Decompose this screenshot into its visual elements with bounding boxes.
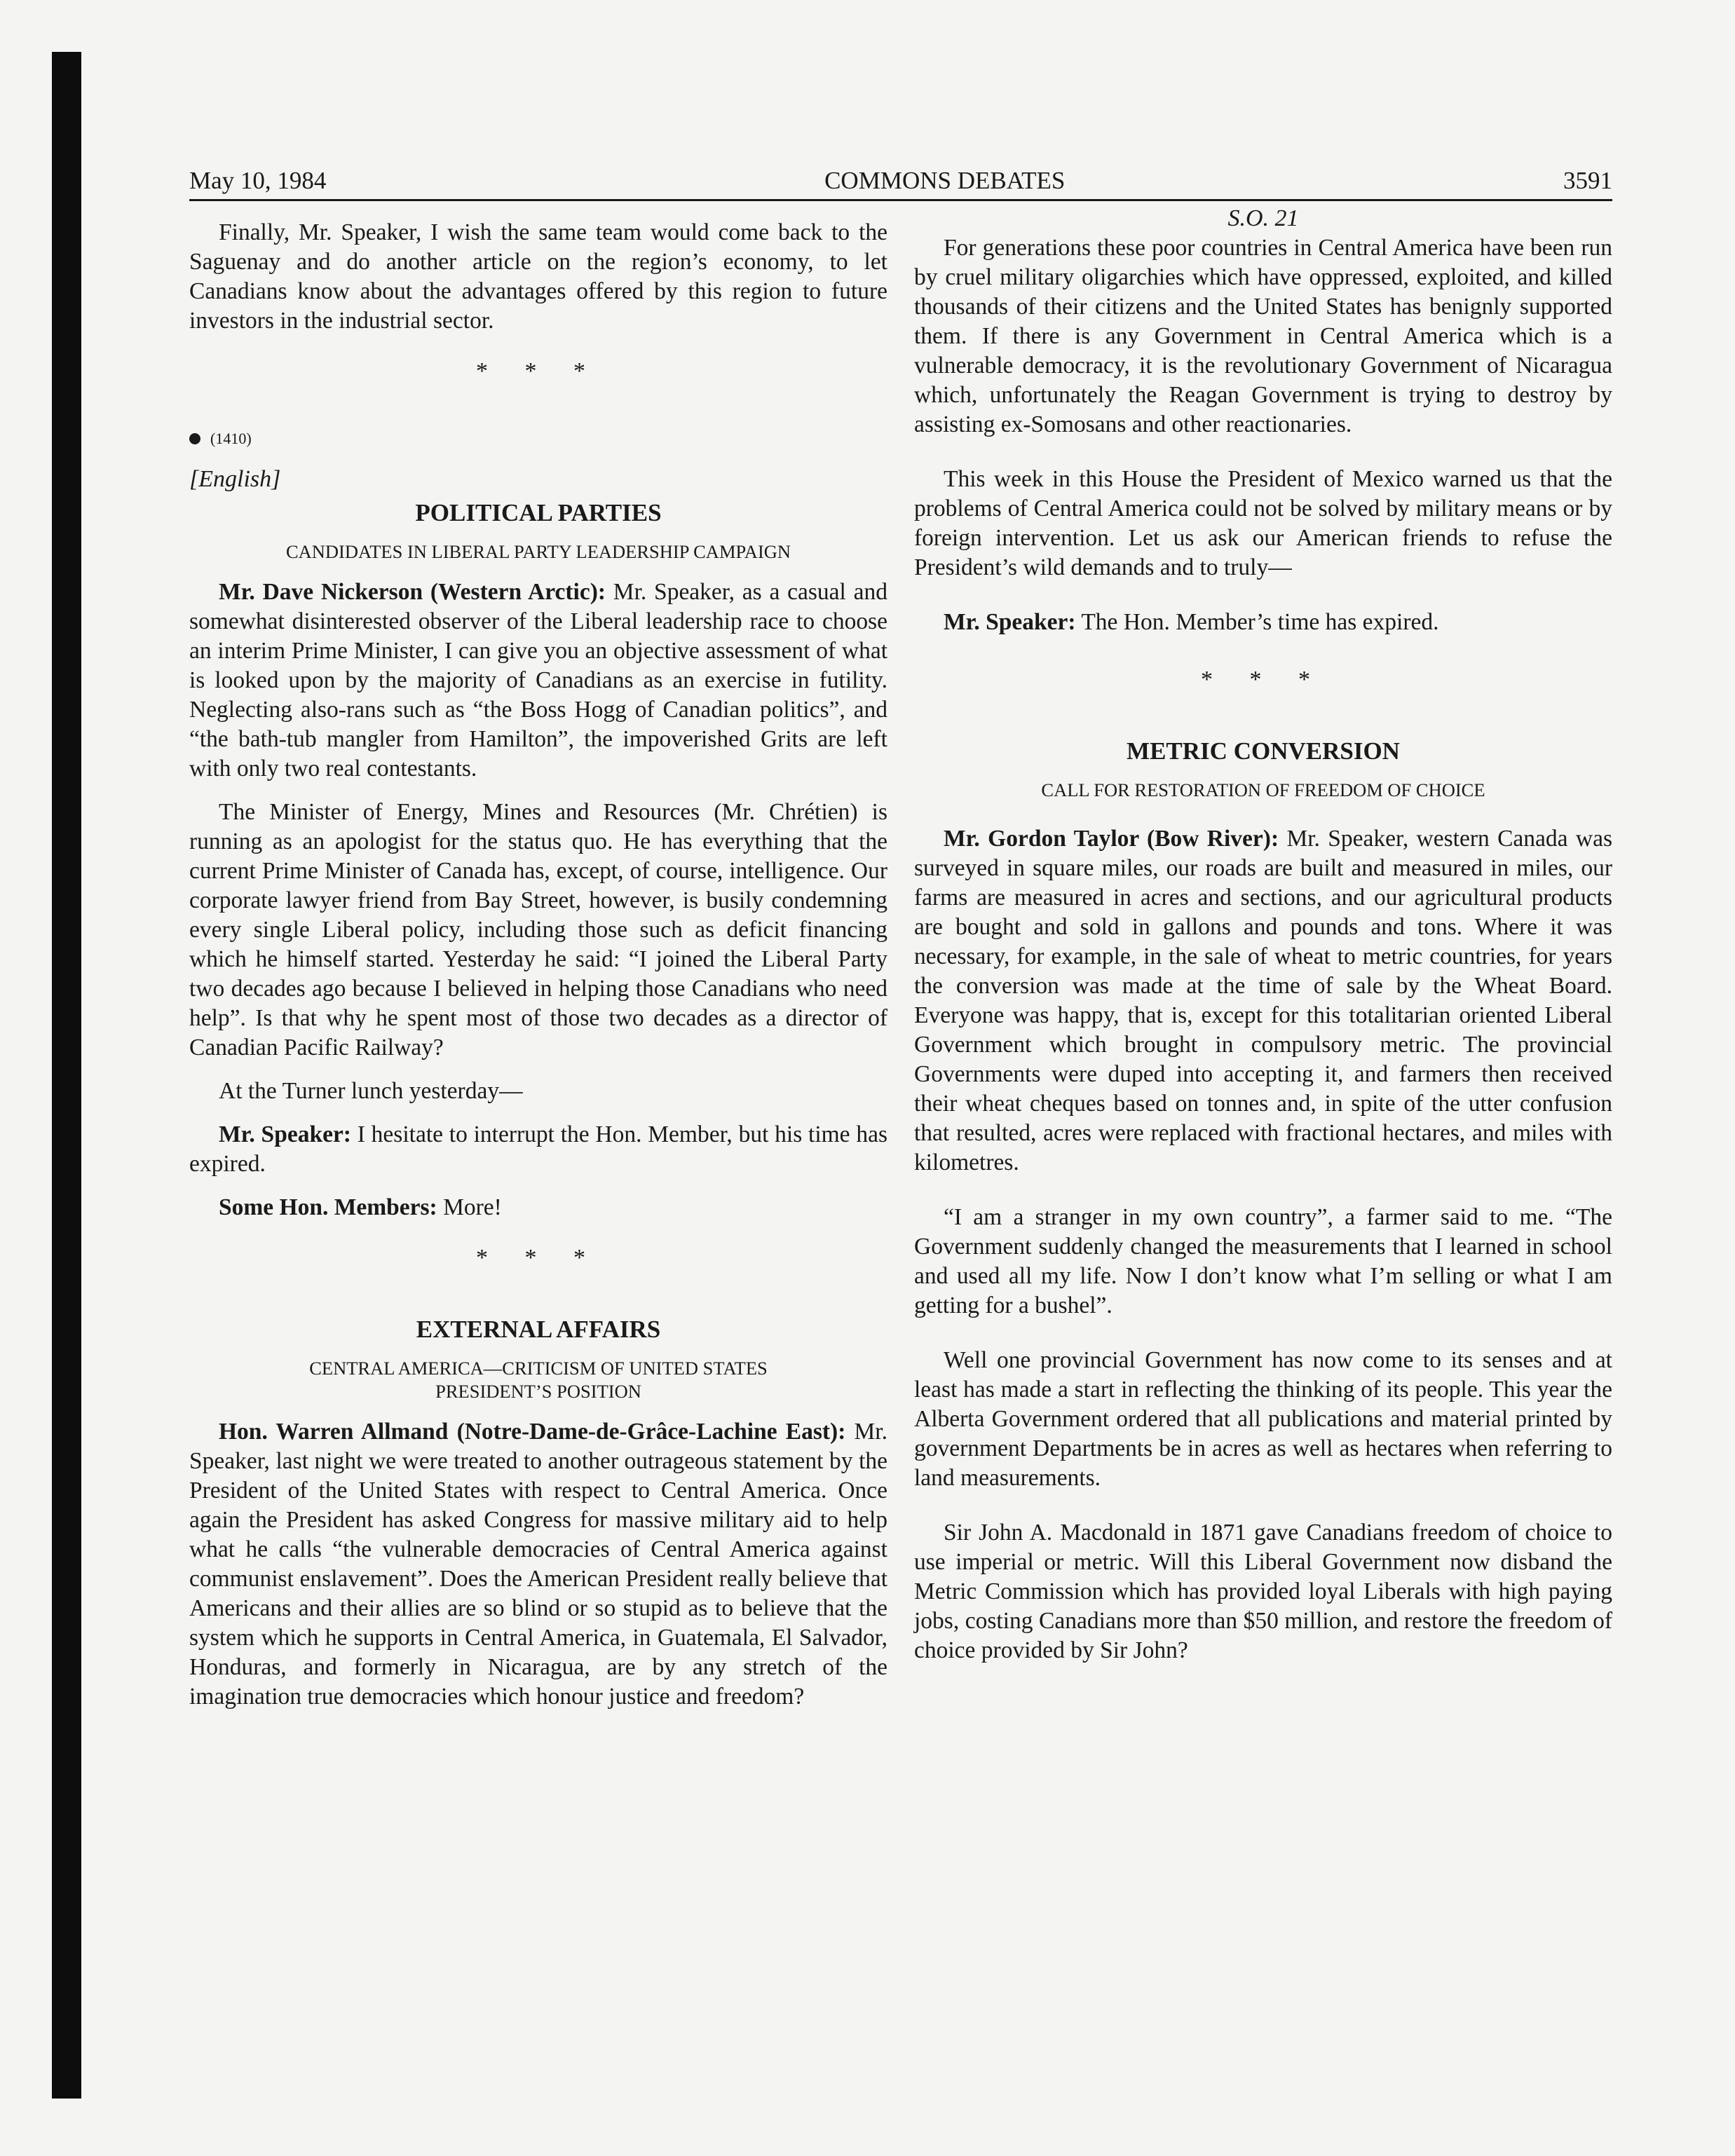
- page: [189, 167, 1612, 1712]
- page-header: [189, 167, 1612, 201]
- alberta-paragraph: Well one provincial Government has now come to its senses and at least has made a start in reflecting the thinking of its people. This year the Alberta Government ordered that all publications and material printed by government Departments be in acres as well as hectares when referring to land measurements.: [914, 1347, 1612, 1491]
- chretien-paragraph: The Minister of Energy, Mines and Resources (Mr. Chrétien) is running as an apologist for the status quo. He has everything that the current Prime Minister of Canada has, except, of course, intelligence. Our corporate lawyer friend from Bay Street, however, is busily condemning every single Liberal policy, including those such as deficit financing which he himself started. Yesterday he said: “I joined the Liberal Party two decades ago because I believed in helping those Canadians who need help”. Is that why he spent most of those two decades as a director of Canadian Pacific Railway?: [189, 799, 887, 1060]
- members-text: More!: [437, 1194, 502, 1220]
- separator-1: * * *: [476, 358, 601, 384]
- section-title-political-parties: POLITICAL PARTIES: [415, 499, 662, 526]
- header-page-number: 3591: [1563, 167, 1612, 194]
- allmand-paragraph: [189, 1417, 887, 1712]
- right-speaker-text: The Hon. Member’s time has expired.: [1075, 609, 1439, 635]
- right-column: [914, 205, 1612, 1712]
- taylor-paragraph: [914, 824, 1612, 1178]
- speaker-interrupt-text: I hesitate to interrupt the Hon. Member, but his time has expired.: [189, 1121, 887, 1177]
- nickerson-paragraph: [189, 578, 887, 784]
- right-paragraph-1: For generations these poor countries in Central America have been run by cruel military oligarchies which have oppressed, exploited, and killed thousands of their citizens and the United States has benignly supported them. If there is any Government in Central America which is a vulnerable democracy, it is the revolutionary Government of Nicaragua which, unfortunately the Reagan Government is trying to destroy by assisting ex-Somosans and other reactionaries.: [914, 235, 1612, 437]
- turner-lunch-paragraph: At the Turner lunch yesterday—: [219, 1078, 523, 1104]
- section-subtitle-metric: CALL FOR RESTORATION OF FREEDOM OF CHOICE: [1041, 779, 1485, 800]
- section-title-metric: METRIC CONVERSION: [1127, 737, 1400, 765]
- bullet-icon: [189, 433, 200, 444]
- speaker-label: Mr. Speaker:: [219, 1121, 351, 1147]
- farmer-quote-paragraph: “I am a stranger in my own country”, a farmer said to me. “The Government suddenly changed the measurements that I learned in school and used all my life. Now I don’t know what I’m selling or what I am getting for a bushel”.: [914, 1204, 1612, 1318]
- right-speaker-label: Mr. Speaker:: [944, 609, 1076, 635]
- members-paragraph: [189, 1193, 887, 1222]
- timestamp: [189, 428, 887, 449]
- columns: [189, 205, 1612, 1712]
- section-subtitle-central-america-2: PRESIDENT’S POSITION: [435, 1381, 641, 1402]
- right-paragraph-2: This week in this House the President of Mexico warned us that the problems of Central America could not be solved by military means or by foreign intervention. Let us ask our American friends to refuse the President’s wild demands and to truly—: [914, 466, 1612, 580]
- speaker-allmand: Hon. Warren Allmand (Notre-Dame-de-Grâce-Lachine East):: [219, 1419, 846, 1445]
- members-label: Some Hon. Members:: [219, 1194, 437, 1220]
- taylor-text: Mr. Speaker, western Canada was surveyed in square miles, our roads are built and measured in miles, our farms are measured in acres and sections, and our agricultural products are bought and sold in gallons and pounds and tons. Where it was necessary, for example, in the sale of wheat to metric countries, for years the conversion was made at the time of sale by the Wheat Board. Everyone was happy, that is, except for this totalitarian oriented Liberal Government which brought in compulsory metric. The provincial Governments were duped into accepting it, and farmers then received their wheat cheques based on tonnes and, in spite of the utter confusion that resulted, acres were replaced with fractional hectares, and miles with kilometres.: [914, 826, 1612, 1175]
- so-21-title: S.O. 21: [1227, 205, 1299, 231]
- speaker-interrupt-paragraph: [189, 1120, 887, 1179]
- right-separator: * * *: [1201, 667, 1326, 692]
- left-column: [189, 211, 887, 1712]
- scan-border: [52, 52, 81, 2099]
- speaker-nickerson: Mr. Dave Nickerson (Western Arctic):: [219, 579, 606, 605]
- section-subtitle-central-america-1: CENTRAL AMERICA—CRITICISM OF UNITED STATES: [309, 1358, 768, 1379]
- separator-2: * * *: [476, 1245, 601, 1271]
- section-subtitle-leadership: CANDIDATES IN LIBERAL PARTY LEADERSHIP CAMPAIGN: [285, 541, 791, 562]
- language-tag: [English]: [189, 466, 281, 492]
- opening-paragraph: Finally, Mr. Speaker, I wish the same team would come back to the Saguenay and do another article on the region’s economy, to let Canadians know about the advantages offered by this region to future investors in the industrial sector.: [189, 219, 887, 334]
- speaker-taylor: Mr. Gordon Taylor (Bow River):: [944, 826, 1279, 852]
- header-date: May 10, 1984: [189, 167, 327, 194]
- header-publication: COMMONS DEBATES: [824, 167, 1066, 194]
- timestamp-text: (1410): [210, 430, 252, 447]
- macdonald-paragraph: Sir John A. Macdonald in 1871 gave Canadians freedom of choice to use imperial or metric. Will this Liberal Government now disband the Metric Commission which has provided loyal Liberals with high paying jobs, costing Canadians more than $50 million, and restore the freedom of choice provided by Sir John?: [914, 1520, 1612, 1663]
- right-speaker-paragraph: [914, 608, 1612, 637]
- section-title-external-affairs: EXTERNAL AFFAIRS: [416, 1316, 661, 1343]
- nickerson-text: Mr. Speaker, as a casual and somewhat disinterested observer of the Liberal leadership race to choose an interim Prime Minister, I can give you an objective assessment of what is looked upon by the majority of Canadians as an exercise in futility. Neglecting also-rans such as “the Boss Hogg of Canadian politics”, and “the bath-tub mangler from Hamilton”, the impoverished Grits are left with only two real contestants.: [189, 579, 887, 782]
- allmand-text: Mr. Speaker, last night we were treated to another outrageous statement by the President of the United States with respect to Central America. Once again the President has asked Congress for massive military aid to help what he calls “the vulnerable democracies of Central America against communist enslavement”. Does the American President really believe that Americans and their allies are so blind or so stupid as to believe that the system which he supports in Central America, in Guatemala, El Salvador, Honduras, and formerly in Nicaragua, are by any stretch of the imagination true democracies which honour justice and freedom?: [189, 1419, 887, 1710]
